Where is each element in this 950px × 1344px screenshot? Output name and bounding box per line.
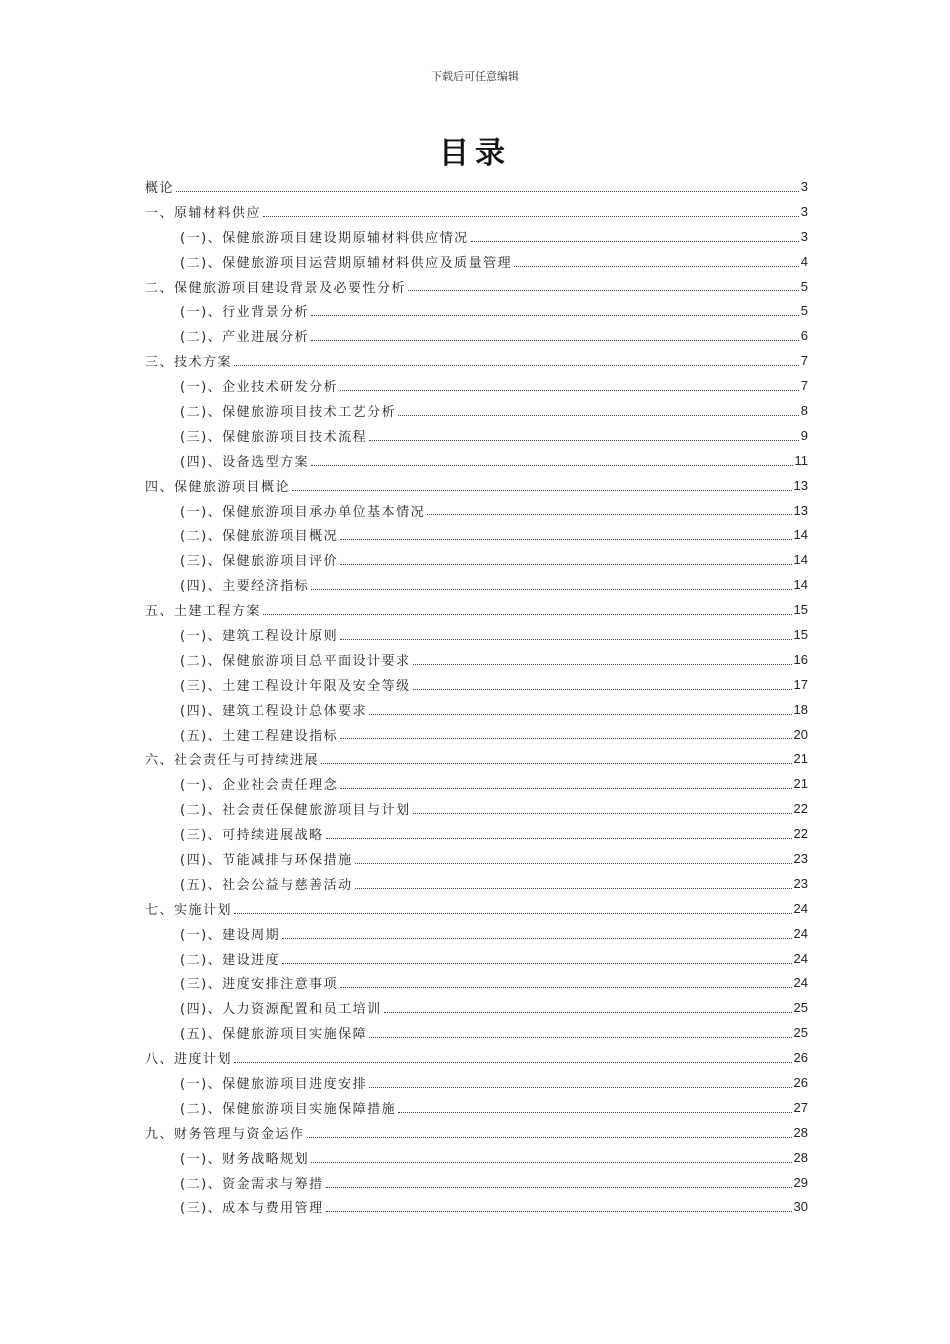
toc-leader-dots: [311, 314, 799, 316]
toc-entry[interactable]: [145, 522, 808, 547]
toc-leader-dots: [311, 339, 799, 341]
toc-entry[interactable]: [145, 746, 808, 771]
toc-entry-page-number: 7: [800, 353, 808, 369]
toc-entry[interactable]: [145, 946, 808, 971]
toc-entry[interactable]: [145, 249, 808, 274]
toc-entry-label: 概论: [145, 180, 175, 196]
toc-entry-page-number: 30: [793, 1199, 808, 1215]
toc-entry-page-number: 24: [793, 950, 808, 966]
toc-entry-label: (三)、可持续进展战略: [180, 828, 324, 844]
toc-entry[interactable]: [145, 274, 808, 299]
toc-entry[interactable]: [145, 821, 808, 846]
toc-entry[interactable]: [145, 199, 808, 224]
toc-entry-page-number: 23: [793, 850, 808, 866]
toc-entry-page-number: 3: [800, 203, 808, 219]
toc-entry-label: 三、技术方案: [145, 355, 233, 371]
toc-leader-dots: [340, 389, 799, 391]
toc-entry-page-number: 26: [793, 1075, 808, 1090]
toc-leader-dots: [321, 762, 792, 764]
toc-entry[interactable]: [145, 1070, 808, 1095]
toc-entry-page-number: 24: [793, 900, 808, 916]
toc-entry-label: (四)、节能减排与环保措施: [180, 852, 353, 868]
toc-entry[interactable]: [145, 1195, 808, 1220]
toc-entry-label: (一)、保健旅游项目承办单位基本情况: [180, 504, 426, 520]
toc-entry-page-number: 9: [800, 427, 808, 443]
toc-leader-dots: [471, 240, 799, 242]
toc-entry-page-number: 20: [793, 726, 808, 742]
toc-leader-dots: [340, 986, 791, 988]
toc-entry-page-number: 13: [793, 502, 808, 518]
toc-entry-label: (一)、财务战略规划: [180, 1151, 310, 1167]
toc-entry[interactable]: [145, 921, 808, 946]
toc-entry[interactable]: [145, 622, 808, 647]
toc-entry-page-number: 14: [793, 577, 808, 593]
page-header: 下载后可任意编辑: [431, 70, 519, 83]
toc-leader-dots: [234, 1061, 792, 1063]
toc-leader-dots: [355, 887, 792, 889]
toc-entry[interactable]: [145, 796, 808, 821]
toc-entry[interactable]: [145, 771, 808, 796]
toc-entry-page-number: 14: [793, 552, 808, 568]
toc-entry-page-number: 8: [800, 402, 808, 418]
toc-leader-dots: [307, 1136, 792, 1138]
toc-entry-page-number: 28: [793, 1149, 808, 1165]
toc-leader-dots: [234, 912, 792, 914]
toc-entry[interactable]: [145, 647, 808, 672]
toc-entry-label: (四)、主要经济指标: [180, 579, 310, 595]
toc-entry-label: (三)、保健旅游项目评价: [180, 554, 339, 570]
toc-entry-page-number: 15: [793, 602, 808, 618]
toc-entry-page-number: 25: [793, 1025, 808, 1041]
toc-entry-label: 四、保健旅游项目概论: [145, 479, 291, 495]
toc-leader-dots: [340, 737, 791, 739]
toc-entry-page-number: 24: [793, 975, 808, 991]
page-title: 目录: [439, 136, 511, 171]
toc-entry[interactable]: [145, 1120, 808, 1145]
toc-entry-label: 一、原辅材料供应: [145, 205, 262, 221]
toc-entry[interactable]: [145, 323, 808, 348]
toc-leader-dots: [340, 638, 791, 640]
toc-entry-label: (二)、产业进展分析: [180, 330, 310, 346]
toc-leader-dots: [282, 962, 791, 964]
toc-leader-dots: [311, 464, 792, 466]
toc-entry-page-number: 22: [793, 826, 808, 842]
toc-leader-dots: [369, 713, 791, 715]
toc-entry[interactable]: [145, 224, 808, 249]
toc-entry-page-number: 29: [793, 1174, 808, 1190]
toc-entry[interactable]: [145, 373, 808, 398]
toc-entry-label: (五)、社会公益与慈善活动: [180, 877, 353, 893]
toc-leader-dots: [340, 787, 791, 789]
toc-entry-label: (三)、成本与费用管理: [180, 1201, 324, 1217]
toc-entry[interactable]: [145, 672, 808, 697]
toc-entry-label: (一)、保健旅游项目进度安排: [180, 1077, 368, 1092]
toc-leader-dots: [340, 538, 791, 540]
toc-entry-label: (三)、保健旅游项目技术流程: [180, 429, 368, 445]
toc-entry[interactable]: [145, 871, 808, 896]
toc-leader-dots: [282, 937, 791, 939]
toc-entry[interactable]: [145, 547, 808, 572]
toc-entry-label: (三)、土建工程设计年限及安全等级: [180, 678, 411, 694]
toc-entry-page-number: 16: [793, 651, 808, 667]
toc-entry[interactable]: [145, 995, 808, 1020]
toc-entry-page-number: 27: [793, 1099, 808, 1115]
toc-entry-label: (四)、建筑工程设计总体要求: [180, 703, 368, 719]
toc-leader-dots: [326, 1210, 792, 1212]
toc-leader-dots: [292, 489, 792, 491]
toc-entry-label: (二)、保健旅游项目总平面设计要求: [180, 653, 411, 669]
toc-entry[interactable]: [145, 473, 808, 498]
toc-entry-label: (二)、保健旅游项目实施保障措施: [180, 1101, 397, 1117]
toc-entry-label: (三)、进度安排注意事项: [180, 977, 339, 993]
toc-entry-label: (五)、保健旅游项目实施保障: [180, 1027, 368, 1043]
toc-entry[interactable]: [145, 423, 808, 448]
toc-entry[interactable]: [145, 348, 808, 373]
toc-entry-label: (二)、保健旅游项目运营期原辅材料供应及质量管理: [180, 255, 513, 271]
toc-entry-page-number: 5: [800, 278, 808, 294]
toc-leader-dots: [514, 265, 799, 267]
toc-entry[interactable]: [145, 398, 808, 423]
toc-entry[interactable]: [145, 498, 808, 523]
toc-entry[interactable]: [145, 174, 808, 199]
toc-leader-dots: [263, 613, 792, 615]
toc-entry[interactable]: [145, 597, 808, 622]
toc-leader-dots: [326, 837, 792, 839]
toc-entry-page-number: 26: [793, 1050, 808, 1066]
toc-entry-page-number: 7: [800, 378, 808, 394]
toc-entry-label: 六、社会责任与可持续进展: [145, 753, 320, 769]
toc-entry-label: (一)、建筑工程设计原则: [180, 628, 339, 644]
toc-entry-page-number: 23: [793, 875, 808, 891]
toc-entry-page-number: 14: [793, 527, 808, 543]
toc-leader-dots: [427, 513, 791, 515]
toc-entry[interactable]: [145, 697, 808, 722]
toc-leader-dots: [326, 1186, 792, 1188]
table-of-contents: [145, 174, 808, 1219]
toc-entry-label: (四)、人力资源配置和员工培训: [180, 1002, 382, 1018]
toc-entry-label: 八、进度计划: [145, 1052, 233, 1068]
toc-leader-dots: [413, 663, 792, 665]
toc-entry-label: (二)、资金需求与筹措: [180, 1176, 324, 1192]
toc-entry-page-number: 25: [793, 1000, 808, 1016]
toc-entry-page-number: 3: [800, 228, 808, 244]
toc-entry-page-number: 21: [793, 751, 808, 767]
toc-entry[interactable]: [145, 722, 808, 747]
toc-leader-dots: [408, 289, 799, 291]
toc-entry-page-number: 17: [793, 676, 808, 692]
toc-entry-label: 五、土建工程方案: [145, 604, 262, 620]
toc-leader-dots: [398, 414, 799, 416]
toc-entry-page-number: 24: [793, 925, 808, 941]
toc-entry-label: 二、保健旅游项目建设背景及必要性分析: [145, 280, 407, 296]
toc-leader-dots: [311, 1161, 791, 1163]
toc-entry-page-number: 21: [793, 776, 808, 792]
toc-entry-page-number: 5: [800, 303, 808, 319]
toc-entry[interactable]: [145, 1020, 808, 1045]
toc-leader-dots: [369, 439, 799, 441]
toc-entry-page-number: 4: [800, 253, 808, 269]
toc-entry-label: (五)、土建工程建设指标: [180, 728, 339, 744]
toc-entry-label: (二)、建设进度: [180, 952, 281, 968]
toc-entry-label: (一)、保健旅游项目建设期原辅材料供应情况: [180, 230, 469, 246]
toc-entry-label: (一)、企业技术研发分析: [180, 380, 339, 396]
toc-entry[interactable]: [145, 1170, 808, 1195]
toc-entry[interactable]: [145, 1045, 808, 1070]
toc-entry[interactable]: [145, 298, 808, 323]
toc-leader-dots: [413, 812, 792, 814]
toc-leader-dots: [340, 563, 791, 565]
toc-entry-label: 九、财务管理与资金运作: [145, 1126, 305, 1142]
toc-entry-label: (二)、保健旅游项目技术工艺分析: [180, 404, 397, 420]
toc-entry[interactable]: [145, 448, 808, 473]
toc-entry-label: (一)、企业社会责任理念: [180, 778, 339, 794]
toc-entry-page-number: 3: [800, 178, 808, 194]
toc-leader-dots: [176, 190, 799, 192]
toc-entry[interactable]: [145, 896, 808, 921]
toc-entry-label: (一)、行业背景分析: [180, 305, 310, 321]
toc-entry-label: (二)、保健旅游项目概况: [180, 529, 339, 545]
toc-entry-page-number: 13: [793, 477, 808, 493]
toc-entry-page-number: 15: [793, 626, 808, 642]
toc-leader-dots: [413, 688, 792, 690]
toc-entry-page-number: 11: [794, 452, 808, 468]
toc-leader-dots: [369, 1036, 791, 1038]
toc-entry-page-number: 18: [793, 701, 808, 717]
toc-entry[interactable]: [145, 846, 808, 871]
toc-entry-page-number: 28: [793, 1124, 808, 1140]
toc-entry[interactable]: [145, 1145, 808, 1170]
toc-entry[interactable]: [145, 572, 808, 597]
toc-leader-dots: [369, 1086, 791, 1088]
toc-leader-dots: [398, 1111, 791, 1113]
toc-entry-label: 七、实施计划: [145, 902, 233, 918]
toc-entry-page-number: 6: [800, 328, 808, 344]
toc-entry-label: (四)、设备选型方案: [180, 454, 310, 470]
toc-leader-dots: [234, 364, 799, 366]
toc-leader-dots: [263, 215, 799, 217]
toc-leader-dots: [384, 1011, 792, 1013]
toc-entry[interactable]: [145, 971, 808, 996]
toc-entry[interactable]: [145, 1095, 808, 1120]
toc-leader-dots: [355, 862, 792, 864]
toc-entry-page-number: 22: [793, 801, 808, 817]
toc-entry-label: (二)、社会责任保健旅游项目与计划: [180, 803, 411, 819]
toc-entry-label: (一)、建设周期: [180, 927, 281, 943]
toc-leader-dots: [311, 588, 791, 590]
